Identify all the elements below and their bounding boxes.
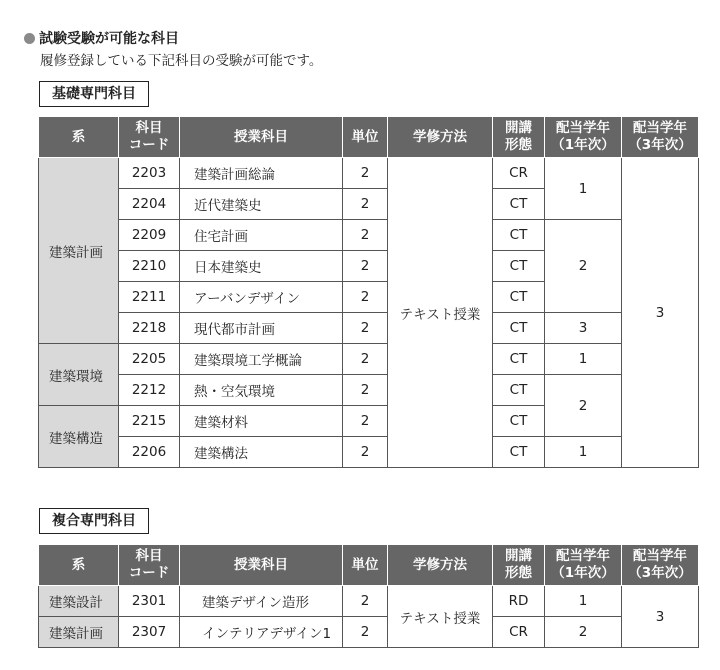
form-cell: CT [493, 344, 545, 375]
form-cell: CT [493, 251, 545, 282]
subject-cell: 熱・空気環境 [180, 375, 343, 406]
intro-text: 履修登録している下記科目の受験が可能です。 [40, 53, 323, 69]
header-subject: 授業科目 [180, 545, 343, 586]
section-heading [24, 30, 179, 48]
code-cell: 2210 [119, 251, 180, 282]
credit-cell: 2 [343, 251, 388, 282]
credit-cell: 2 [343, 313, 388, 344]
header-row [39, 545, 699, 586]
composite-subjects-table [38, 544, 699, 648]
form-cell: CR [493, 158, 545, 189]
subject-cell: 建築構法 [180, 437, 343, 468]
subject-cell: 現代都市計画 [180, 313, 343, 344]
table-row [39, 158, 699, 189]
credit-cell: 2 [343, 586, 388, 617]
credit-cell: 2 [343, 189, 388, 220]
code-cell: 2206 [119, 437, 180, 468]
code-cell: 2211 [119, 282, 180, 313]
year3-cell: 3 [622, 158, 699, 468]
year1-cell: 2 [545, 220, 622, 313]
year1-cell: 2 [545, 375, 622, 437]
credit-cell: 2 [343, 375, 388, 406]
basic-subjects-table [38, 116, 699, 468]
form-cell: CT [493, 437, 545, 468]
year1-cell: 1 [545, 586, 622, 617]
year1-cell: 3 [545, 313, 622, 344]
header-year3: 配当学年 （3年次） [622, 117, 699, 158]
code-cell: 2301 [119, 586, 180, 617]
method-cell: テキスト授業 [388, 158, 493, 468]
header-kei: 系 [39, 545, 119, 586]
code-cell: 2307 [119, 617, 180, 648]
table-row [39, 437, 699, 468]
year1-cell: 2 [545, 617, 622, 648]
code-cell: 2218 [119, 313, 180, 344]
header-year1: 配当学年 （1年次） [545, 117, 622, 158]
header-kei: 系 [39, 117, 119, 158]
header-row [39, 117, 699, 158]
header-subject: 授業科目 [180, 117, 343, 158]
form-cell: CT [493, 406, 545, 437]
form-cell: RD [493, 586, 545, 617]
subject-cell: 住宅計画 [180, 220, 343, 251]
credit-cell: 2 [343, 617, 388, 648]
kei-cell: 建築計画 [39, 617, 119, 648]
kei-cell: 建築設計 [39, 586, 119, 617]
header-year3: 配当学年 （3年次） [622, 545, 699, 586]
header-form: 開講 形態 [493, 117, 545, 158]
kei-cell: 建築環境 [39, 344, 119, 406]
code-cell: 2215 [119, 406, 180, 437]
year1-cell: 1 [545, 344, 622, 375]
header-credit: 単位 [343, 117, 388, 158]
credit-cell: 2 [343, 282, 388, 313]
subject-cell: 日本建築史 [180, 251, 343, 282]
subject-cell: インテリアデザイン1 [180, 617, 343, 648]
table-row [39, 617, 699, 648]
credit-cell: 2 [343, 437, 388, 468]
header-method: 学修方法 [388, 545, 493, 586]
kei-cell: 建築計画 [39, 158, 119, 344]
code-cell: 2205 [119, 344, 180, 375]
table-row [39, 313, 699, 344]
code-cell: 2212 [119, 375, 180, 406]
form-cell: CR [493, 617, 545, 648]
year1-cell: 1 [545, 437, 622, 468]
table-row [39, 586, 699, 617]
subject-cell: 建築デザイン造形 [180, 586, 343, 617]
credit-cell: 2 [343, 158, 388, 189]
credit-cell: 2 [343, 406, 388, 437]
table-row [39, 375, 699, 406]
code-cell: 2204 [119, 189, 180, 220]
header-credit: 単位 [343, 545, 388, 586]
credit-cell: 2 [343, 220, 388, 251]
subject-cell: アーバンデザイン [180, 282, 343, 313]
subject-cell: 近代建築史 [180, 189, 343, 220]
code-cell: 2209 [119, 220, 180, 251]
header-year1: 配当学年 （1年次） [545, 545, 622, 586]
form-cell: CT [493, 220, 545, 251]
section-label-basic: 基礎専門科目 [39, 81, 149, 107]
section-label-composite: 複合専門科目 [39, 508, 149, 534]
subject-cell: 建築環境工学概論 [180, 344, 343, 375]
header-form: 開講 形態 [493, 545, 545, 586]
header-code: 科目 コード [119, 117, 180, 158]
year3-cell: 3 [622, 586, 699, 648]
method-cell: テキスト授業 [388, 586, 493, 648]
form-cell: CT [493, 375, 545, 406]
heading-text: 試験受験が可能な科目 [39, 31, 179, 47]
bullet-icon [24, 33, 35, 44]
subject-cell: 建築計画総論 [180, 158, 343, 189]
form-cell: CT [493, 189, 545, 220]
table-row [39, 220, 699, 251]
credit-cell: 2 [343, 344, 388, 375]
form-cell: CT [493, 282, 545, 313]
header-code: 科目 コード [119, 545, 180, 586]
subject-cell: 建築材料 [180, 406, 343, 437]
code-cell: 2203 [119, 158, 180, 189]
table-row [39, 344, 699, 375]
header-method: 学修方法 [388, 117, 493, 158]
year1-cell: 1 [545, 158, 622, 220]
form-cell: CT [493, 313, 545, 344]
kei-cell: 建築構造 [39, 406, 119, 468]
